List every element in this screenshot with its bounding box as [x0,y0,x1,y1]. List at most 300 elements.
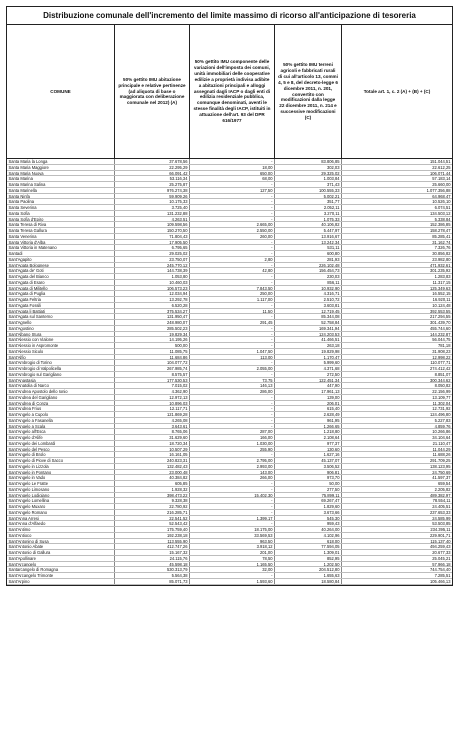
value-cell: 1.053,80 [115,274,190,279]
value-cell: - [190,510,275,515]
value-cell: 4.859,76 [434,423,451,429]
value-cell: 5.447,97 [275,228,342,233]
value-cell: 2.055,00 [190,366,275,371]
value-cell: - [190,337,275,342]
value-cell: 113,00 [190,355,275,360]
value-cell: 24.115,76 [115,556,190,561]
value-cell: 392.553,55 [430,308,451,314]
value-cell: 10.526,10 [432,199,451,204]
comune-name: Sant'Agata del Bianco [7,274,115,279]
value-cell: 64.968,47 [432,193,451,199]
value-cell: - [190,199,275,204]
value-cell: 19.829,98 [275,349,342,354]
value-cell: 18.580,84 [275,579,342,584]
value-cell: 85.285,41 [432,233,451,239]
value-cell: 216.285,71 [115,510,190,515]
value-cell: 121.869,28 [115,412,190,417]
value-cell: - [190,481,275,486]
value-cell: - [190,280,275,285]
value-cell: 2.108,64 [275,435,342,440]
value-cell: 530.313,79 [115,567,190,572]
value-cell: 158.278,47 [430,228,451,233]
value-cell: 132.482,43 [115,464,190,469]
value-cell: 3.643,61 [115,424,190,429]
value-cell: 977,37 [275,441,342,446]
value-cell: 29.325,02 [275,171,342,176]
value-cell: 5.999,60 [275,360,342,365]
value-cell: 4.265,08 [115,418,190,423]
value-cell: 17.905,50 [115,240,190,245]
comune-name: Sant'Ambrogio di Valpolicella [7,366,115,371]
value-cell: 75.899,11 [275,493,342,498]
comune-name: Sant'Arcangelo Trimonte [7,573,115,578]
value-cell: 24.405,51 [432,504,451,509]
value-cell: 52.543,42 [115,521,190,526]
comune-name: Sant'Angelo del Pesco [7,447,115,452]
comune-name: Sant'Angelo Limosano [7,487,115,492]
comune-name: Sant'Angelo a Scala [7,424,115,429]
comune-name: Sant'Antioco [7,533,115,538]
value-cell: 24.585,99 [432,515,451,521]
value-cell: 277,50 [275,487,342,492]
value-cell: 50,00 [275,481,342,486]
value-cell: 85.071,73 [115,579,190,584]
header-col-b: 50% gettito IMU componente delle variazioni dell'imposta dei comuni, unità immobiliari delle cooperative edilizie a proprietà indivisa adibite a abitazioni principali e alloggi assegnati dagli IACP o dagli enti di edilizia residenziale pubblica, comunque denominati, aventi le stesse finalità degli IACP, istituiti in attuazione dell'art. 93 del DPR 616/1977 [190,25,275,158]
value-cell: 781,18 [437,343,451,348]
value-cell: 375.534,27 [115,309,190,314]
value-cell: 5.338,84 [434,216,451,222]
value-cell: 31.162,74 [432,239,451,245]
value-cell: 281,93 [275,257,342,262]
value-cell: 16.920,11 [432,297,451,302]
comune-name: Sant'Angelo Lodigiano [7,493,115,498]
value-cell: - [190,251,275,256]
comune-name: Sant'Agata di Puglia [7,291,115,296]
value-cell: 109.598,56 [115,222,190,227]
comune-name: Sant'Agapito [7,257,115,262]
value-cell: 13.292,78 [115,297,190,302]
comune-name: Santa Sofia [7,211,115,216]
comune-name: Sant'Anna d'Alfaedo [7,521,115,526]
value-cell: - [190,217,275,222]
comune-name: Sant'Andrea Frius [7,406,115,411]
value-cell: 3.506,52 [275,464,342,469]
value-cell: 124.203,53 [275,332,342,337]
value-cell: - [190,240,275,245]
value-cell: 10.175,33 [115,199,190,204]
value-cell: 12.972,13 [115,395,190,400]
value-cell: 18.720,34 [115,441,190,446]
value-cell: 18.175,00 [190,527,275,532]
comune-name: Sant'Angelo in Lizzola [7,464,115,469]
comune-name: Santa Marina [7,176,115,181]
value-cell: 650,00 [190,171,275,176]
value-cell: 17.961,13 [275,389,342,394]
comune-name: Sant'Agata sul Santerno [7,314,115,319]
value-cell: 1.829,60 [275,504,342,509]
value-cell: - [190,412,275,417]
value-cell: 412.747,26 [115,544,190,549]
value-cell: 83.806,85 [275,159,342,164]
comune-name: Sant'Anna Arresi [7,516,115,521]
value-cell: 1.399,17 [190,516,275,521]
value-cell: 105.466,13 [430,578,451,584]
value-cell: 32,00 [190,567,275,572]
value-cell: - [190,424,275,429]
comune-name: Sant'Angelo di Brolo [7,452,115,457]
value-cell: 22.541,52 [115,516,190,521]
value-cell: 15.402,30 [190,493,275,498]
comune-name: Santa Severina [7,205,115,210]
value-cell: 166,00 [190,435,275,440]
value-cell: 146,13 [190,383,275,388]
value-cell: 7.843,50 [190,286,275,291]
value-cell: 25.660,00 [432,182,451,187]
value-cell: 615,40 [275,406,342,411]
value-cell: 2.550,00 [190,228,275,233]
value-cell: 106.071,44 [430,170,451,176]
value-cell: 8.575,57 [115,372,190,377]
value-cell: 2,80 [190,257,275,262]
value-cell: 53.503,85 [432,521,451,526]
value-cell: 226.102,48 [275,263,342,268]
value-cell: 152.386,85 [430,222,451,227]
value-cell: 175.759,40 [115,527,190,532]
value-cell: 25.275,87 [115,182,190,187]
value-cell: 1.047,50 [190,349,275,354]
value-cell: 10.932,90 [275,286,342,291]
value-cell: - [190,263,275,268]
value-cell: 7.285,51 [434,573,451,578]
comune-name: Sant'Agata Bolognese [7,263,115,268]
value-cell: 285.502,23 [115,326,190,331]
value-cell: 78.554,11 [432,498,451,503]
comune-name: Sant'Antonio Abate [7,544,115,549]
value-cell: - [190,573,275,578]
value-cell: 245.770,12 [115,263,190,268]
value-cell: 300.344,62 [430,377,451,383]
value-cell: 263,18 [275,343,342,348]
value-cell: 34.104,64 [432,435,451,440]
value-cell: 22.156,99 [432,389,451,394]
value-cell: - [190,401,275,406]
value-cell: 30.856,82 [432,251,451,256]
comune-name: Sant'Anastasia [7,378,115,383]
comune-name: Sant'Andrea Apostolo dello Ionio [7,389,115,394]
value-cell: - [190,211,275,216]
value-cell: 856,11 [275,280,342,285]
comune-name: Sant'Agata de' Goti [7,268,115,273]
value-cell: 1.077.356,88 [426,187,451,193]
value-cell: 2.628,49 [275,412,342,417]
comune-name: Sant'Agata di Esaro [7,280,115,285]
value-cell: 1.593,60 [190,579,275,584]
value-cell: 24.750,69 [432,469,451,475]
value-cell: 12.117,71 [115,406,190,411]
comune-name: Santa Vittoria in Matenano [7,245,115,250]
value-cell: 8.851,07 [434,371,451,377]
value-cell: - [190,452,275,457]
value-cell: 618,00 [275,539,342,544]
document [6,6,453,586]
value-cell: 42,80 [190,268,275,273]
value-cell: 217.294,55 [430,314,451,319]
comune-name: Santa Vittoria d'Alba [7,240,115,245]
value-cell: 1.283,83 [434,274,451,279]
value-cell: - [190,406,275,411]
value-cell: 1.117,00 [190,297,275,302]
value-cell: 5.227,83 [434,417,451,423]
value-cell: 471.932,61 [430,262,451,268]
value-cell: - [190,205,275,210]
comune-name: Sant'Antonino di Susa [7,539,115,544]
comune-name: Sant'Angelo Romano [7,510,115,515]
value-cell: 45.598,18 [115,562,190,567]
value-cell: 59.909,26 [115,194,190,199]
value-cell: 66.091,42 [115,171,190,176]
comune-name: Sant'Angelo all'Esca [7,429,115,434]
value-cell: 33.569,53 [190,533,275,538]
value-cell: 31.629,60 [115,435,190,440]
value-cell: 1.266,65 [275,424,342,429]
value-cell: 605,85 [115,481,190,486]
value-cell: 41.597,37 [432,475,451,480]
value-cell: 600,80 [275,251,342,256]
comune-name: Sant'Alessio Siculo [7,349,115,354]
value-cell: 2.665,00 [190,222,275,227]
value-cell: 2.993,00 [190,464,275,469]
value-cell: 12.998,22 [432,354,451,360]
value-cell: - [190,274,275,279]
value-cell: 37.678,56 [115,159,190,164]
value-cell: 127,50 [190,188,275,193]
value-cell: 124.496,80 [430,412,451,417]
value-cell: 1.928,32 [115,487,190,492]
value-cell: 1.218,80 [275,429,342,434]
value-cell: 110.077,71 [430,360,451,365]
value-cell: - [190,182,275,187]
value-cell: 3.270,11 [275,211,342,216]
comune-name: Sant'Angelo Lomellina [7,498,115,503]
value-cell: 10.507,29 [115,447,190,452]
value-cell: 10.124,48 [432,302,451,308]
value-cell: 11.684,86 [115,355,190,360]
value-cell: 22.295,29 [115,165,190,170]
value-cell: 744.754,40 [430,567,451,572]
value-cell: 287,00 [190,429,275,434]
comune-name: Sant'Arcangelo [7,562,115,567]
value-cell: 11.317,15 [432,279,451,285]
comune-name: Santa Ninfa [7,194,115,199]
value-cell: 40.384,82 [115,475,190,480]
value-cell: 371,43 [275,182,342,187]
value-cell: 1.003,84 [275,176,342,181]
value-cell: - [190,326,275,331]
value-cell: 41.466,51 [275,337,342,342]
comune-name: Santa Teresa di Riva [7,222,115,227]
value-cell: - [190,303,275,308]
value-cell: 489.382,97 [430,492,451,498]
value-cell: 40.106,82 [275,222,342,227]
value-cell: 10.896,03 [115,401,190,406]
value-cell: 1.030,00 [190,441,275,446]
value-cell: 69.267,47 [275,498,342,503]
comune-name: Santa Maria la Longa [7,159,115,164]
value-cell: - [190,418,275,423]
comune-name: Sant'Angelo dei Lombardi [7,441,115,446]
value-cell: 4.371,68 [275,366,342,371]
comune-name: Sant'Ambrogio sul Garigliano [7,372,115,377]
comune-name: Sant'Angelo Muxaro [7,504,115,509]
value-cell: 6.520,28 [115,303,190,308]
value-cell: 494.259,43 [430,544,451,549]
value-cell: 4.362,90 [115,389,190,394]
value-cell: 7.015,02 [115,383,190,388]
value-cell: - [190,343,275,348]
comune-name: Sant'Agata di Militello [7,286,115,291]
value-cell: 455.744,60 [430,325,451,331]
value-cell: 274.412,42 [430,366,451,371]
header-col-c: 50% gettito IMU terreni agricoli e fabbricati rurali di cui all'articolo 13, commi 4, 5 e 8, del decreto-legge 6 dicembre 2011, n. 201, convertito con modificazioni dalla legge 22 dicembre 2011, n. 214 e successive modificazioni (C) [275,25,342,158]
value-cell: 85.344,08 [275,314,342,319]
value-cell: 11.044,29 [432,446,451,452]
value-cell: 963,50 [190,539,275,544]
value-cell: 113.555,90 [115,539,190,544]
value-cell: 1.309,01 [275,550,342,555]
comune-name: Santa Maria Maggiore [7,165,115,170]
comune-name: Sant'Angelo in Vado [7,475,115,480]
table-row [7,579,452,585]
value-cell: 29.025,02 [115,251,190,256]
value-cell: 4.102,96 [275,533,342,538]
value-cell: 53.116,34 [115,176,190,181]
comune-name: Sant'Alfio [7,355,115,360]
value-cell: 9.328,38 [115,498,190,503]
value-cell: 447,90 [275,383,342,388]
value-cell: 973,70 [275,475,342,480]
comune-name: Sant'Albano Stura [7,332,115,337]
value-cell: 1.627,16 [275,452,342,457]
value-cell: 25.045,21 [432,555,451,561]
comune-name: Sant'Angelo a Cupolo [7,412,115,417]
comune-name: Santa Sofia d'Epiro [7,217,115,222]
comune-name: Sant'Angelo di Piove di Sacco [7,458,115,463]
value-cell: 7.326,76 [434,245,451,250]
value-cell: 3.603,81 [275,303,342,308]
value-cell: 959,43 [275,521,342,526]
value-cell: 5.002,21 [275,194,342,199]
value-cell: 852,95 [275,556,342,561]
comune-name: Santa Marina Salina [7,182,115,187]
value-cell: 237.653,33 [430,509,451,515]
value-cell: 4.316,71 [275,291,342,296]
value-cell: 20.677,33 [432,550,451,555]
value-cell: 204.512,80 [275,567,342,572]
comune-name: Sant'Apollinare [7,556,115,561]
comune-name: Sant'Agata Fossili [7,303,115,308]
comune-name: Santa Venerina [7,234,115,239]
value-cell: 3.673,66 [275,510,342,515]
value-cell: 3.918,12 [190,544,275,549]
value-cell: 2.510,72 [275,297,342,302]
value-cell: 177.530,53 [115,378,190,383]
value-cell: 12.731,92 [432,406,451,411]
value-cell: 13.916,67 [275,234,342,239]
value-cell: - [190,372,275,377]
value-cell: 131.950,47 [115,314,190,319]
comune-name: Santa Teresa Gallura [7,228,115,233]
comune-name: Santadi [7,251,115,256]
comune-name: Sant'Ambrogio di Torino [7,360,115,365]
header-comune: COMUNE [7,25,115,158]
comune-name: Sant'Agnello [7,320,115,325]
value-cell: 961,95 [275,418,342,423]
comune-name: Sant'Angelo Le Fratte [7,481,115,486]
value-cell: 2.052,11 [275,205,342,210]
value-cell: - [190,194,275,199]
value-cell: 14.195,26 [115,337,190,342]
value-cell: 291.709,25 [430,458,451,463]
value-cell: 10.266,86 [432,429,451,434]
value-cell: 192.238,18 [115,533,190,538]
value-cell: 301.439,70 [430,320,451,325]
value-cell: - [190,487,275,492]
value-cell: 23.750,07 [115,257,190,262]
value-cell: 5.564,38 [115,573,190,578]
value-cell: 15.167,32 [115,550,190,555]
value-cell: 302,03 [275,165,342,170]
comune-name: Sant'Andrea di Conza [7,401,115,406]
value-cell: 23.000,48 [115,470,190,475]
comune-name: Sant'Arpino [7,579,115,584]
comune-name: Sant'Agata li Battiati [7,309,115,314]
value-cell: 57.183,14 [432,176,451,181]
value-cell: 272,50 [275,372,342,377]
value-cell: 77.594,05 [275,544,342,549]
comune-name: Sant'Antonio di Gallura [7,550,115,555]
value-cell: 6.795,65 [115,245,190,250]
value-cell: 151.044,51 [430,159,451,164]
document-title: Distribuzione comunale dell'incremento del limite massimo di ricorso all'anticipazione di tesoreria [7,7,452,25]
value-cell: 267.985,74 [115,366,190,371]
value-cell: 71.804,43 [115,234,190,239]
value-cell: 156.454,73 [275,268,342,273]
value-cell: 1.075,33 [275,217,342,222]
value-cell: 134.503,12 [430,210,451,216]
value-cell: 169.341,94 [275,326,342,331]
value-cell: 68,00 [190,176,275,181]
value-cell: 16.161,05 [115,452,190,457]
value-cell: 143,00 [190,470,275,475]
value-cell: 78,50 [190,556,275,561]
value-cell: 6.074,51 [434,205,451,210]
value-cell: - [190,360,275,365]
value-cell: 150.270,50 [115,228,190,233]
value-cell: 240.823,31 [115,458,190,463]
value-cell: 125.349,63 [430,285,451,291]
value-cell: 18,00 [190,165,275,170]
value-cell: 22.612,25 [432,164,451,170]
value-cell: 11.302,04 [432,400,451,406]
comune-name: Santarcangelo di Romagna [7,567,115,572]
value-cell: 11.085,75 [115,349,190,354]
value-cell: 230,03 [275,274,342,279]
value-cell: 351,77 [275,199,342,204]
comune-name: Sant'Angelo a Fasanella [7,418,115,423]
value-cell: 100.555,33 [275,188,342,193]
value-cell: - [190,159,275,164]
value-cell: 1.202,50 [275,562,342,567]
